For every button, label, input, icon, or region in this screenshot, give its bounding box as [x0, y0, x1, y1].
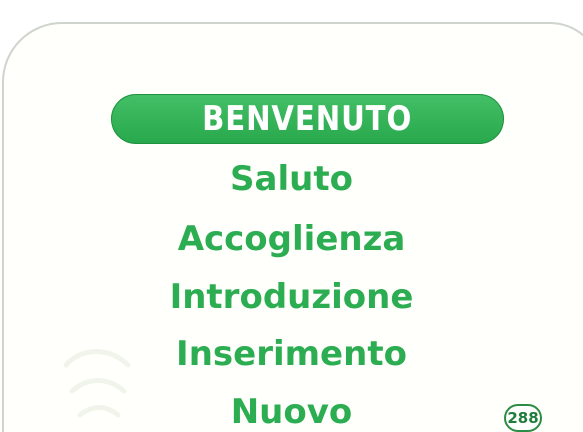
page-number-badge: 288: [504, 404, 542, 432]
vocab-item-inserimento: Inserimento: [176, 334, 407, 374]
page-title: BENVENUTO: [202, 99, 413, 139]
vocab-item-accoglienza: Accoglienza: [177, 219, 406, 259]
vocab-item-nuovo: Nuovo: [230, 392, 353, 432]
vocab-item-introduzione: Introduzione: [169, 277, 414, 317]
vocab-item-saluto: Saluto: [230, 159, 353, 199]
title-banner: [111, 94, 504, 144]
